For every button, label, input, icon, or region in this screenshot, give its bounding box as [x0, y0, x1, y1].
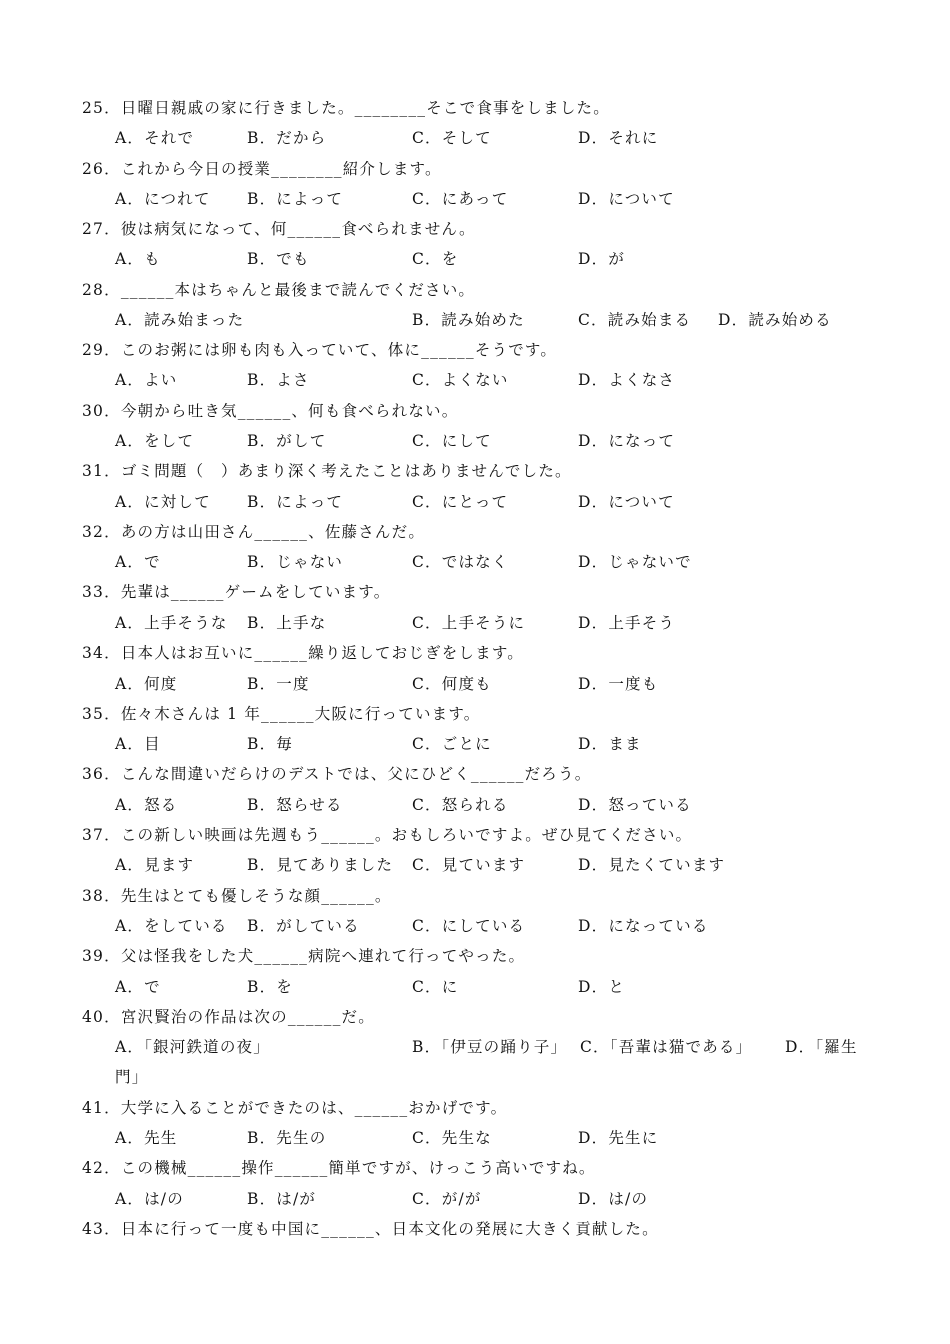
question-42 — [82, 1158, 596, 1178]
option-a: A．それで — [115, 129, 195, 147]
question-32 — [82, 522, 425, 542]
options-37 — [115, 855, 875, 877]
question-number: 40． — [82, 1008, 121, 1026]
options-36 — [115, 795, 875, 817]
option-c: C．にとって — [412, 493, 509, 511]
question-25 — [82, 98, 610, 118]
question-number: 32． — [82, 523, 121, 541]
question-number: 31． — [82, 462, 121, 480]
option-c: C．が/が — [412, 1190, 482, 1208]
option-d: D．見たくています — [578, 856, 726, 874]
options-27 — [115, 249, 875, 271]
question-text: 大学に入ることができたのは、______おかげです。 — [120, 1099, 508, 1117]
question-29 — [82, 340, 557, 360]
option-d: D．先生に — [578, 1129, 659, 1147]
option-a: A．で — [115, 553, 161, 571]
question-number: 37． — [82, 826, 121, 844]
option-c: C．上手そうに — [412, 614, 526, 632]
options-39 — [115, 977, 875, 999]
option-c: C．そして — [412, 129, 492, 147]
option-d: D．について — [578, 493, 675, 511]
question-text: 彼は病気になって、何______食べられません。 — [120, 220, 476, 238]
option-a: A．見ます — [115, 856, 195, 874]
question-number: 26． — [82, 160, 121, 178]
question-text: こんな間違いだらけのデストでは、父にひどく______だろう。 — [120, 765, 592, 783]
option-b: B．「伊豆の踊り子」 — [412, 1038, 568, 1056]
option-d: D．よくなさ — [578, 371, 676, 389]
options-25 — [115, 128, 875, 150]
option-d: D．まま — [578, 735, 642, 753]
options-33 — [115, 613, 875, 635]
question-text: このお粥には卵も肉も入っていて、体に______そうです。 — [120, 341, 558, 359]
question-38 — [82, 886, 392, 906]
option-a: A．も — [115, 250, 161, 268]
option-c: C．怒られる — [412, 796, 509, 814]
option-c: C．見ています — [412, 856, 526, 874]
option-a: A．何度 — [115, 675, 178, 693]
option-b: B．は/が — [247, 1190, 317, 1208]
option-b: B．がして — [247, 432, 327, 450]
options-35 — [115, 734, 875, 756]
option-d: D．になって — [578, 432, 676, 450]
option-b: B．読み始めた — [412, 311, 525, 329]
question-35 — [82, 704, 481, 724]
question-text: 日本に行って一度も中国に______、日本文化の発展に大きく貢献した。 — [120, 1220, 659, 1238]
question-text: ゴミ問題（ ）あまり深く考えたことはありませんでした。 — [120, 462, 572, 480]
option-c: C．「吾輩は猫である」 — [580, 1038, 753, 1056]
option-b: B．怒らせる — [247, 796, 343, 814]
option-d: D．怒っている — [578, 796, 692, 814]
question-text: 父は怪我をした犬______病院へ連れて行ってやった。 — [120, 947, 526, 965]
option-d: D．上手そう — [578, 614, 676, 632]
option-d: D．じゃないで — [578, 553, 692, 571]
options-34 — [115, 674, 875, 696]
question-number: 29． — [82, 341, 121, 359]
question-36 — [82, 764, 591, 784]
question-number: 38． — [82, 887, 121, 905]
option-c: C．にして — [412, 432, 492, 450]
question-number: 42． — [82, 1159, 121, 1177]
question-number: 41． — [82, 1099, 121, 1117]
option-d: D．と — [578, 978, 626, 996]
question-text: 今朝から吐き気______、何も食べられない。 — [120, 402, 459, 420]
options-41 — [115, 1128, 875, 1150]
question-text: 日本人はお互いに______繰り返しておじぎをします。 — [120, 644, 524, 662]
option-c: C．先生な — [412, 1129, 492, 1147]
options-32 — [115, 552, 875, 574]
question-28 — [82, 280, 475, 300]
question-27 — [82, 219, 476, 239]
options-26 — [115, 189, 875, 211]
option-b: B．でも — [247, 250, 310, 268]
option-d-continuation: 門」 — [115, 1068, 149, 1086]
options-30 — [115, 431, 875, 453]
option-d: D．になっている — [578, 917, 709, 935]
option-b: B．だから — [247, 129, 327, 147]
option-a: A．上手そうな — [115, 614, 228, 632]
option-d: D．一度も — [578, 675, 659, 693]
question-number: 39． — [82, 947, 121, 965]
question-43 — [82, 1219, 659, 1239]
option-b: B．見てありました — [247, 856, 394, 874]
question-34 — [82, 643, 524, 663]
options-42 — [115, 1189, 875, 1211]
question-number: 28． — [82, 281, 121, 299]
question-number: 34． — [82, 644, 121, 662]
option-a: A．目 — [115, 735, 161, 753]
option-d: D．「羅生 — [785, 1038, 858, 1056]
option-b: B．先生の — [247, 1129, 327, 1147]
option-b: B．によって — [247, 190, 344, 208]
option-a: A．「銀河鉄道の夜」 — [115, 1038, 270, 1056]
option-c: C．に — [412, 978, 459, 996]
question-40 — [82, 1007, 375, 1027]
option-a: A．に対して — [115, 493, 211, 511]
question-37 — [82, 825, 692, 845]
option-c: C．にあって — [412, 190, 509, 208]
question-text: あの方は山田さん______、佐藤さんだ。 — [120, 523, 426, 541]
option-b: B．によって — [247, 493, 344, 511]
question-number: 33． — [82, 583, 121, 601]
question-text: 宮沢賢治の作品は次の______だ。 — [120, 1008, 375, 1026]
question-26 — [82, 159, 442, 179]
question-number: 27． — [82, 220, 121, 238]
question-text: 日曜日親戚の家に行きました。________そこで食事をしました。 — [120, 99, 610, 117]
option-c: C．にしている — [412, 917, 526, 935]
question-text: 先輩は______ゲームをしています。 — [120, 583, 391, 601]
option-a: A．怒る — [115, 796, 178, 814]
option-b: B．上手な — [247, 614, 327, 632]
option-b: B．を — [247, 978, 293, 996]
option-b: B．じゃない — [247, 553, 344, 571]
option-d: D．は/の — [578, 1190, 649, 1208]
question-number: 30． — [82, 402, 121, 420]
options-29 — [115, 370, 875, 392]
option-a: A．先生 — [115, 1129, 178, 1147]
option-b: B．毎 — [247, 735, 293, 753]
options-38 — [115, 916, 875, 938]
options-28 — [115, 310, 875, 332]
option-c: C．よくない — [412, 371, 509, 389]
option-d: D．について — [578, 190, 675, 208]
option-a: A．よい — [115, 371, 178, 389]
option-c: C．ごとに — [412, 735, 492, 753]
option-c: C．何度も — [412, 675, 492, 693]
option-d: D．それに — [578, 129, 659, 147]
option-a: A．をして — [115, 432, 195, 450]
question-30 — [82, 401, 458, 421]
option-c: C．ではなく — [412, 553, 509, 571]
question-number: 43． — [82, 1220, 121, 1238]
options-31 — [115, 492, 875, 514]
question-number: 35． — [82, 705, 121, 723]
question-text: 先生はとても優しそうな顔______。 — [120, 887, 392, 905]
question-text: これから今日の授業________紹介します。 — [120, 160, 442, 178]
option-a: A．は/の — [115, 1190, 184, 1208]
question-39 — [82, 946, 525, 966]
option-a: A．で — [115, 978, 161, 996]
option-a: A．読み始まった — [115, 311, 245, 329]
question-text: 佐々木さんは 1 年______大阪に行っています。 — [120, 705, 481, 723]
option-b: B．一度 — [247, 675, 310, 693]
option-d: D．読み始める — [718, 311, 832, 329]
option-b: B．よさ — [247, 371, 310, 389]
question-31 — [82, 461, 572, 481]
question-number: 25． — [82, 99, 121, 117]
option-c: C．読み始まる — [578, 311, 692, 329]
option-c: C．を — [412, 250, 459, 268]
option-d: D．が — [578, 250, 626, 268]
question-33 — [82, 582, 390, 602]
option-b: B．がしている — [247, 917, 360, 935]
option-a: A．をしている — [115, 917, 228, 935]
question-text: ______本はちゃんと最後まで読んでください。 — [120, 281, 476, 299]
option-a: A．につれて — [115, 190, 211, 208]
question-text: この機械______操作______簡単ですが、けっこう高いですね。 — [120, 1159, 596, 1177]
question-41 — [82, 1098, 507, 1118]
options-40 — [115, 1037, 875, 1059]
question-number: 36． — [82, 765, 121, 783]
question-text: この新しい映画は先週もう______。おもしろいですよ。ぜひ見てください。 — [120, 826, 693, 844]
